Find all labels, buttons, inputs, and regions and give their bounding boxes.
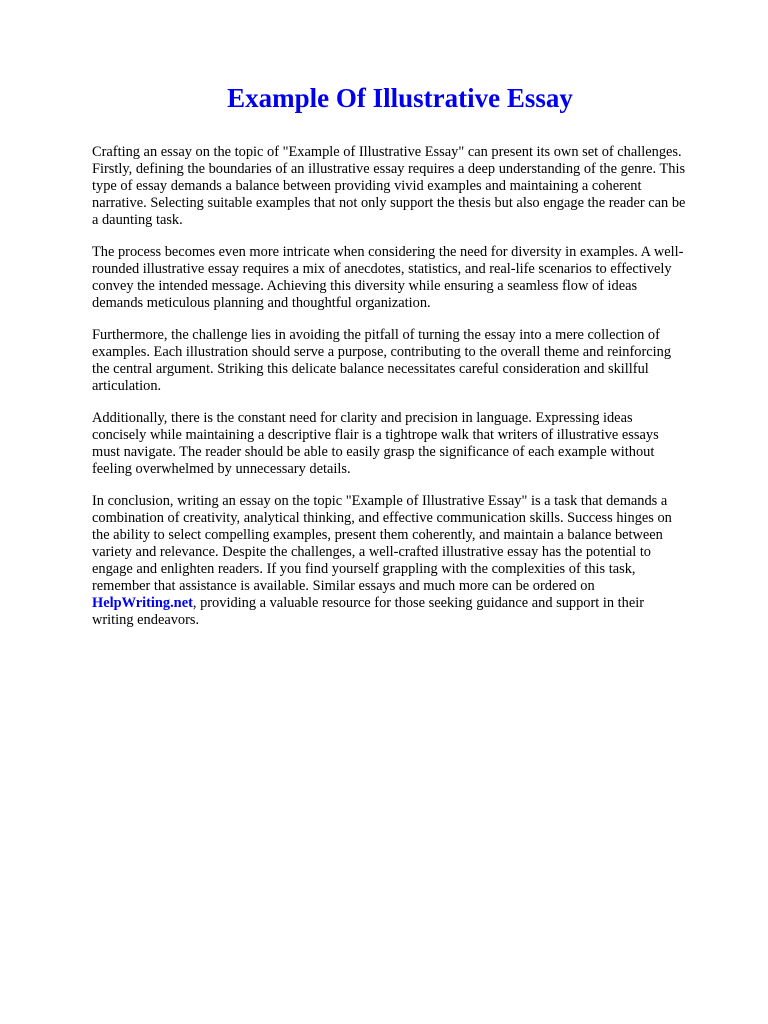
paragraph-4: Additionally, there is the constant need for clarity and precision in language. Expressing ideas concisely while maintaining a descriptive flair is a tightrope walk that writers of illustrative essays must navigate. The reader should be able to easily grasp the significance of each example without feeling overwhelmed by unnecessary details. bbox=[92, 410, 659, 477]
conclusion-text-before-link: In conclusion, writing an essay on the topic "Example of Illustrative Essay" is a task that demands a combination of creativity, analytical thinking, and effective communication skills. Success hinges on the ability to select compelling examples, present them coherently, and maintain a balance between variety and relevance. Despite the challenges, a well-crafted illustrative essay has the potential to engage and enlighten readers. If you find yourself grappling with the complexities of this task, remember that assistance is available. Similar essays and much more can be ordered on bbox=[92, 493, 672, 594]
paragraph-3: Furthermore, the challenge lies in avoiding the pitfall of turning the essay into a mere collection of examples. Each illustration should serve a purpose, contributing to the overall theme and reinforcing the central argument. Striking this delicate balance necessitates careful consideration and skillful articulation. bbox=[92, 327, 672, 394]
paragraph-1: Crafting an essay on the topic of "Example of Illustrative Essay" can present its own set of challenges. Firstly, defining the boundaries of an illustrative essay requires a deep understanding of the genre. This type of essay demands a balance between providing vivid examples and maintaining a coherent narrative. Selecting suitable examples that not only support the thesis but also engage the reader can be a daunting task. bbox=[92, 144, 686, 228]
essay-body bbox=[92, 144, 688, 629]
helpwriting-link[interactable]: HelpWriting.net bbox=[92, 595, 193, 611]
paragraph-conclusion bbox=[92, 493, 688, 629]
page-title: Example Of Illustrative Essay bbox=[227, 83, 573, 113]
paragraph-2: The process becomes even more intricate when considering the need for diversity in examples. A well-rounded illustrative essay requires a mix of anecdotes, statistics, and real-life scenarios to effectively convey the intended message. Achieving this diversity while ensuring a seamless flow of ideas demands meticulous planning and thoughtful organization. bbox=[92, 244, 684, 311]
conclusion-text-after-link: , providing a valuable resource for those seeking guidance and support in their writing endeavors. bbox=[92, 595, 645, 628]
